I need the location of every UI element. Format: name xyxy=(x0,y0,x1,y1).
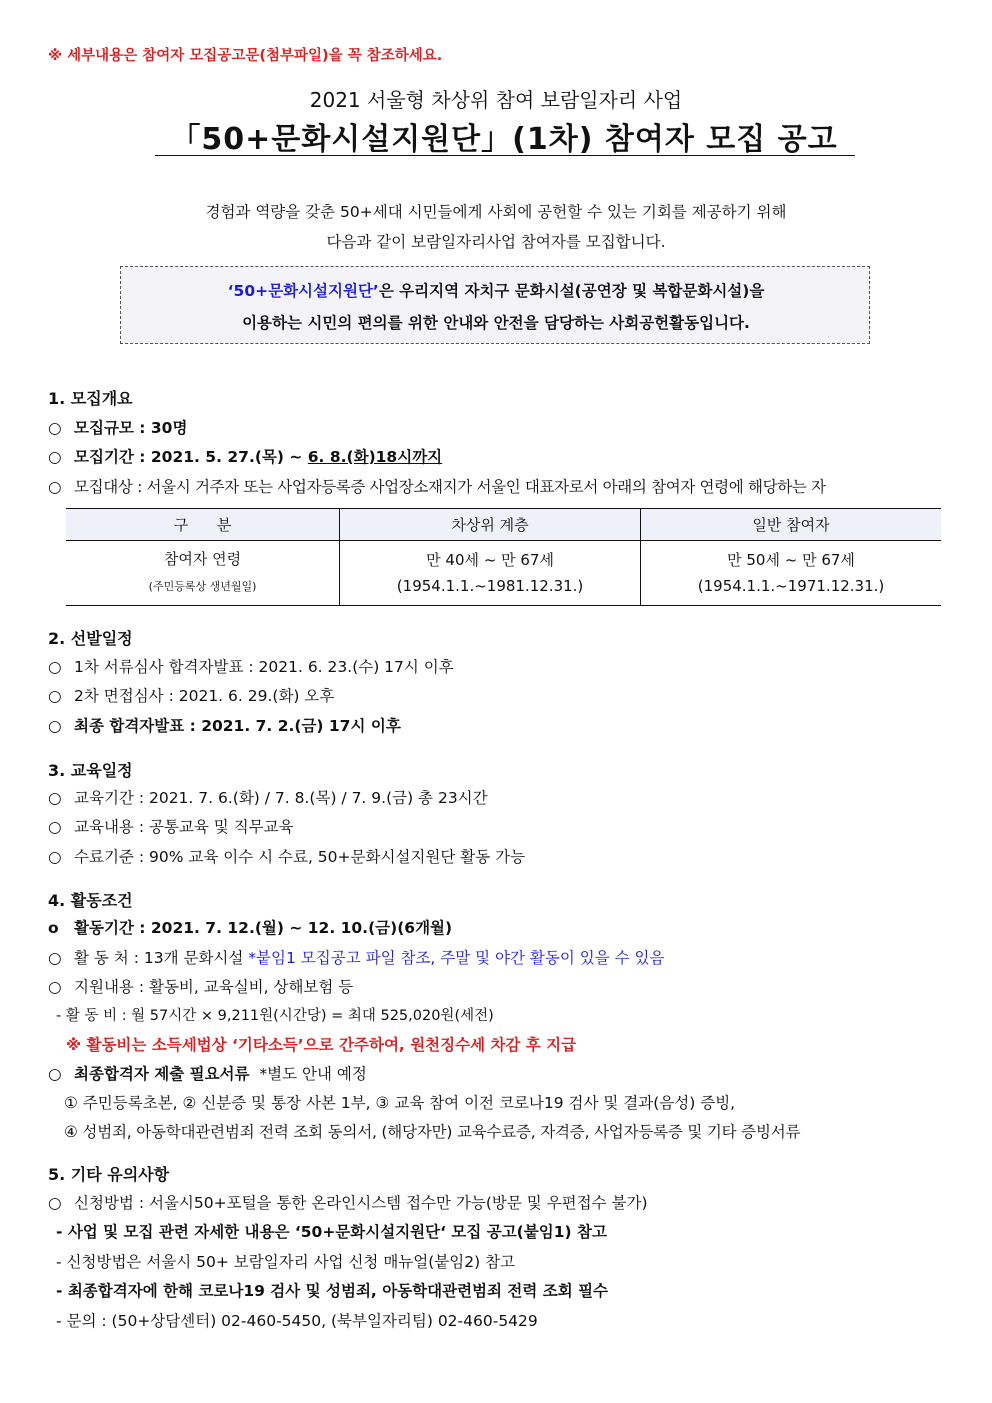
table-header: 구 분 xyxy=(66,509,340,541)
section-4-heading: 4. 활동조건 xyxy=(48,891,133,910)
box-line-2: 이용하는 시민의 편의를 위한 안내와 안전을 담당하는 사회공헌활동입니다. xyxy=(242,314,750,332)
section-1-heading: 1. 모집개요 xyxy=(48,389,133,408)
subtitle: 2021 서울형 차상위 참여 보람일자리 사업 xyxy=(309,88,683,112)
activity-place: ○ 활 동 처 : 13개 문화시설 *붙임1 모집공고 파일 참조, 주말 및 야간 활동이 있을 수 있음 xyxy=(48,949,665,967)
list-item: ○ 교육기간 : 2021. 7. 6.(화) / 7. 8.(목) / 7. 9.(금) 총 23시간 xyxy=(48,789,488,807)
section-3-heading: 3. 교육일정 xyxy=(48,761,133,780)
recruit-scale: ○ 모집규모 : 30명 xyxy=(48,419,188,437)
note-line: - 최종합격자에 한해 코로나19 검사 및 성범죄, 아동학대관련범죄 전력 조회 필수 xyxy=(56,1282,609,1300)
page-title: 「50+문화시설지원단」(1차) 참여자 모집 공고 xyxy=(170,122,838,157)
activity-period: o 활동기간 : 2021. 7. 12.(월) ~ 12. 10.(금)(6개월) xyxy=(48,919,453,937)
table-header: 차상위 계층 xyxy=(340,509,641,541)
attachment-notice: ※ 세부내용은 참여자 모집공고문(첨부파일)을 꼭 참조하세요. xyxy=(48,48,443,64)
recruit-period: ○ 모집기간 : 2021. 5. 27.(목) ~ 6. 8.(화)18시까지 xyxy=(48,448,443,466)
documents-line-2: ④ 성범죄, 아동학대관련범죄 전력 조회 동의서, (해당자만) 교육수료증, 자격증, 사업자등록증 및 기타 증빙서류 xyxy=(64,1123,801,1141)
box-line-1: ‘50+문화시설지원단’은 우리지역 자치구 문화시설(공연장 및 복합문화시설)을 xyxy=(227,282,765,300)
table-cell: 만 40세 ~ 만 67세 (1954.1.1.~1981.12.31.) xyxy=(340,541,641,606)
intro-line-2: 다음과 같이 보람일자리사업 참여자를 모집합니다. xyxy=(326,233,666,251)
support-details: ○ 지원내용 : 활동비, 교육실비, 상해보험 등 xyxy=(48,978,354,996)
list-item: ○ 1차 서류심사 합격자발표 : 2021. 6. 23.(수) 17시 이후 xyxy=(48,658,454,676)
recruit-target: ○ 모집대상 : 서울시 거주자 또는 사업자등록증 사업장소재지가 서울인 대표자로서 아래의 참여자 연령에 해당하는 자 xyxy=(48,478,826,496)
table-row xyxy=(66,541,941,606)
required-documents: ○ 최종합격자 제출 필요서류 *별도 안내 예정 xyxy=(48,1065,367,1083)
section-5-heading: 5. 기타 유의사항 xyxy=(48,1165,170,1184)
table-cell: 참여자 연령 (주민등록상 생년월일) xyxy=(66,541,340,606)
program-name-highlight: ‘50+문화시설지원단’ xyxy=(227,282,379,300)
list-item: ○ 2차 면접심사 : 2021. 6. 29.(화) 오후 xyxy=(48,687,335,705)
table-cell: 만 50세 ~ 만 67세 (1954.1.1.~1971.12.31.) xyxy=(641,541,941,606)
list-item: ○ 교육내용 : 공통교육 및 직무교육 xyxy=(48,818,294,836)
note-line: - 사업 및 모집 관련 자세한 내용은 ‘50+문화시설지원단‘ 모집 공고(붙임1) 참고 xyxy=(56,1223,607,1241)
note-line: - 신청방법은 서울시 50+ 보람일자리 사업 신청 매뉴얼(붙임2) 참고 xyxy=(56,1253,516,1271)
activity-pay: - 활 동 비 : 월 57시간 × 9,211원(시간당) = 최대 525,020원(세전) xyxy=(56,1008,494,1024)
documents-line-1: ① 주민등록초본, ② 신분증 및 통장 사본 1부, ③ 교육 참여 이전 코로나19 검사 및 결과(음성) 증빙, xyxy=(64,1094,736,1112)
section-2-heading: 2. 선발일정 xyxy=(48,629,133,648)
tax-notice: ※ 활동비는 소득세법상 ‘기타소득’으로 간주하여, 원천징수세 차감 후 지급 xyxy=(66,1036,577,1054)
intro-line-1: 경험과 역량을 갖춘 50+세대 시민들에게 사회에 공헌할 수 있는 기회를 제공하기 위해 xyxy=(205,203,787,221)
table-header-row xyxy=(66,509,941,541)
age-eligibility-table xyxy=(66,508,941,606)
title-underline xyxy=(155,155,855,156)
contact-info: - 문의 : (50+상담센터) 02-460-5450, (북부일자리팀) 02-460-5429 xyxy=(56,1312,538,1330)
program-description-box xyxy=(120,266,870,344)
deadline-underlined: 6. 8.(화)18시까지 xyxy=(307,448,443,466)
table-header: 일반 참여자 xyxy=(641,509,941,541)
apply-method: ○ 신청방법 : 서울시50+포털을 통한 온라인시스템 접수만 가능(방문 및 우편접수 불가) xyxy=(48,1194,648,1212)
list-item: ○ 수료기준 : 90% 교육 이수 시 수료, 50+문화시설지원단 활동 가능 xyxy=(48,848,526,866)
list-item: ○ 최종 합격자발표 : 2021. 7. 2.(금) 17시 이후 xyxy=(48,717,401,735)
